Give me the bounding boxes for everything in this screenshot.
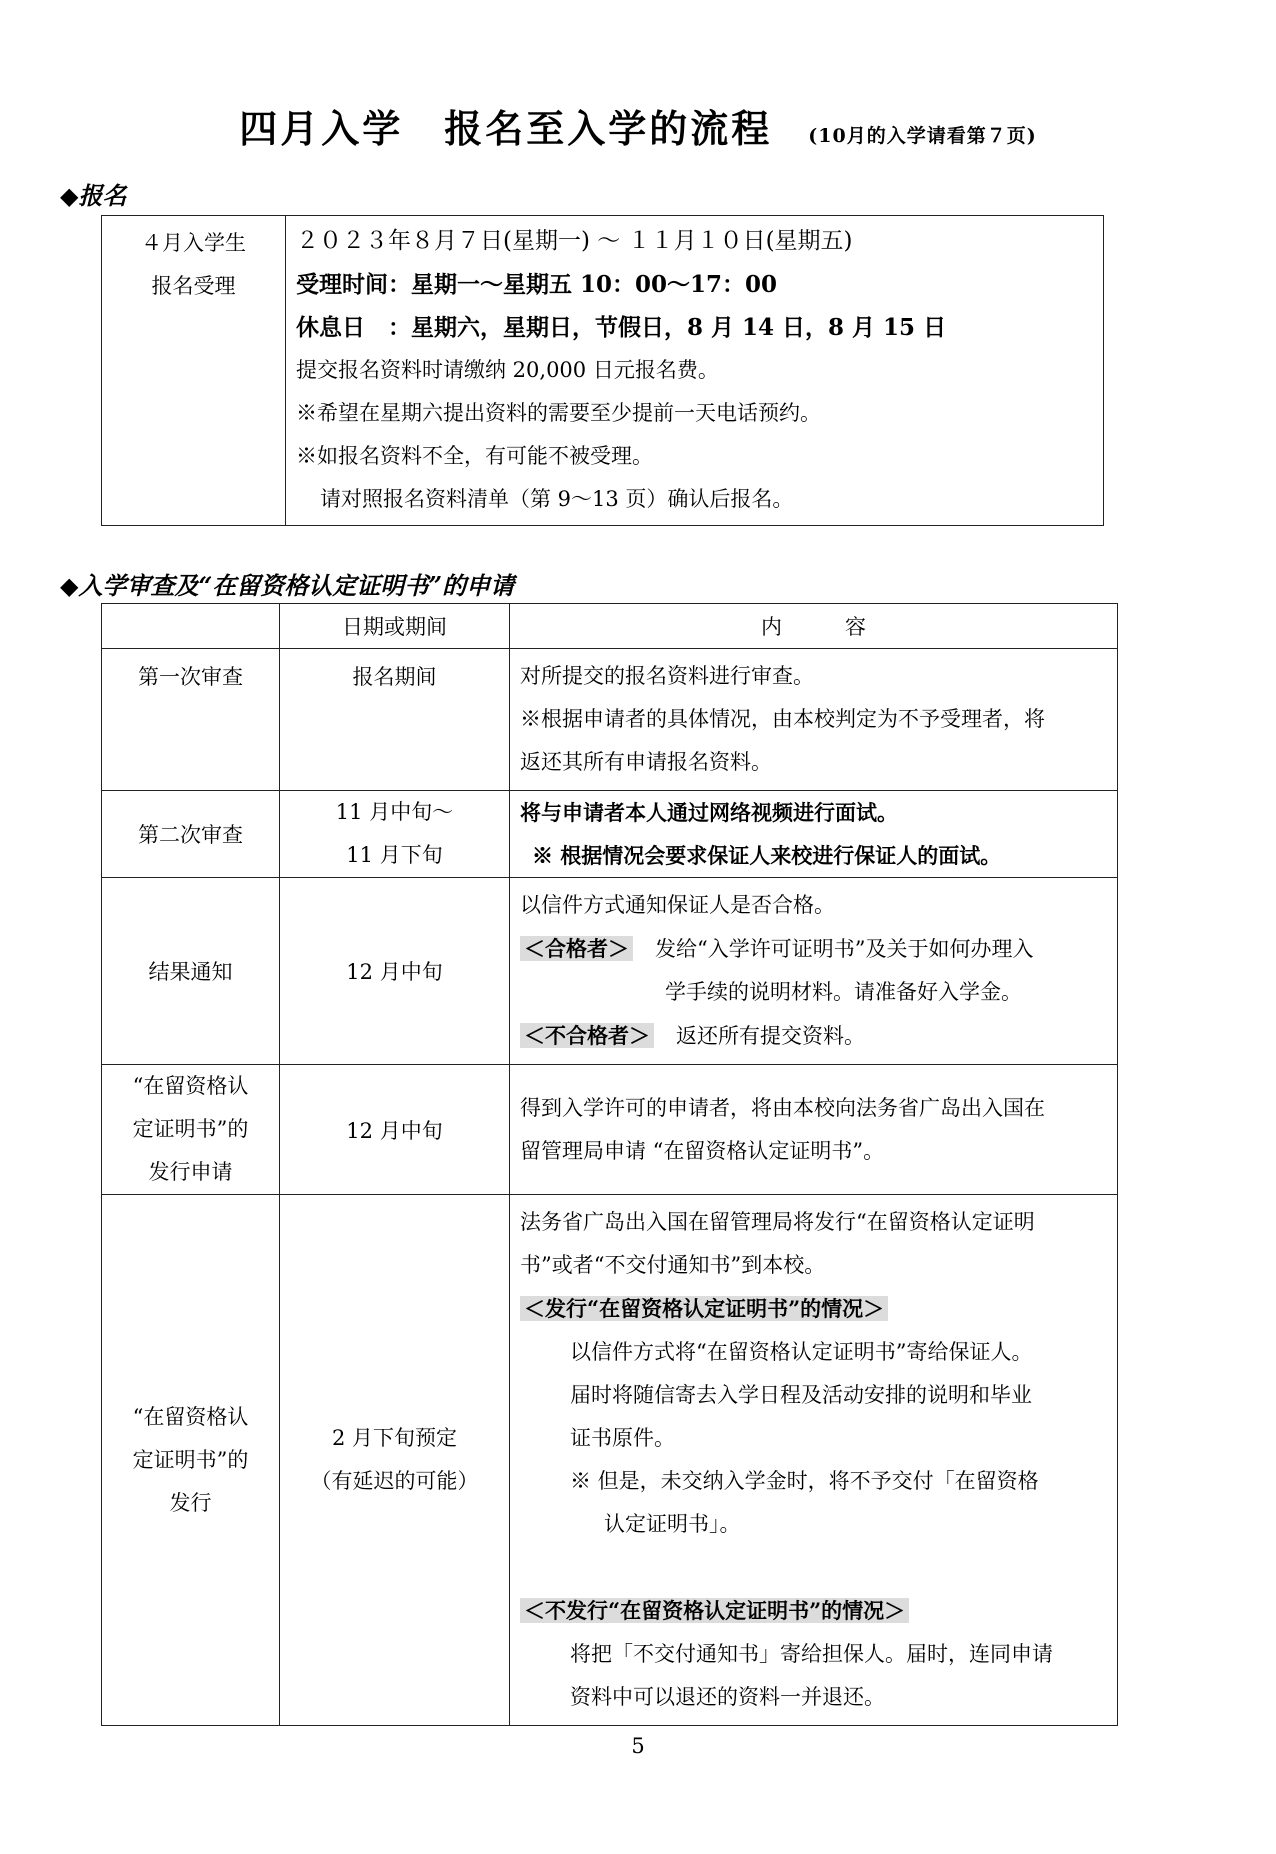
page-header — [0, 98, 1276, 153]
table-row — [102, 649, 1118, 791]
row-name: 第二次审查 — [102, 791, 280, 878]
content-line: 以信件方式通知保证人是否合格。 — [520, 893, 835, 917]
name-line: “在留资格认 — [132, 1404, 249, 1429]
registration-label — [102, 216, 286, 526]
name-line: 定证明书”的 — [132, 1117, 249, 1141]
content-line: 对所提交的报名资料进行审查。 — [520, 664, 814, 688]
section-heading-screening: ◆入学审查及“在留资格认定证明书”的申请 — [60, 571, 515, 600]
checklist-note: 请对照报名资料清单（第 9～13 页）确认后报名。 — [320, 487, 794, 511]
date-line: 2 月下旬预定 — [331, 1426, 458, 1450]
content-line: 以信件方式将“在留资格认定证明书”寄给保证人。 — [570, 1340, 1033, 1364]
application-fee: 提交报名资料时请缴纳 20,000 日元报名费。 — [296, 358, 719, 382]
content-line: 留管理局申请 “在留资格认定证明书”。 — [520, 1138, 885, 1163]
pass-text: 发给“入学许可证明书”及关于如何办理入 — [655, 937, 1034, 961]
fail-tag: ＜不合格者＞ — [520, 1023, 654, 1048]
content-line: ※ 根据情况会要求保证人来校进行保证人的面试。 — [532, 843, 1002, 868]
row-content — [510, 1195, 1118, 1726]
noissue-tag: ＜不发行“在留资格认定证明书”的情况＞ — [520, 1598, 909, 1623]
header-content: 内 容 — [510, 604, 1118, 649]
content-line: 证书原件。 — [570, 1426, 675, 1450]
name-line: 定证明书”的 — [132, 1447, 249, 1472]
title-note: (10月的入学请看第７页) — [808, 125, 1037, 147]
date-line: （有延迟的可能） — [310, 1469, 479, 1493]
fail-line — [520, 1014, 1109, 1058]
screening-table — [101, 603, 1118, 1726]
date-line: 11 月下旬 — [346, 843, 443, 867]
registration-details — [286, 216, 1104, 526]
row-date: 报名期间 — [280, 649, 510, 791]
row-date: 12 月中旬 — [280, 878, 510, 1065]
saturday-note: ※希望在星期六提出资料的需要至少提前一天电话预约。 — [296, 401, 821, 425]
registration-table — [101, 215, 1104, 526]
row-content — [510, 878, 1118, 1065]
content-line: 法务省广岛出入国在留管理局将发行“在留资格认定证明 — [520, 1210, 1035, 1234]
table-header-row — [102, 604, 1118, 649]
row-content — [510, 791, 1118, 878]
content-line: 认定证明书」。 — [604, 1512, 741, 1536]
table-row — [102, 791, 1118, 878]
pass-line — [520, 927, 1109, 971]
row-name — [102, 1195, 280, 1726]
name-line: 发行 — [169, 1490, 212, 1515]
table-row — [102, 1195, 1118, 1726]
name-line: “在留资格认 — [132, 1074, 249, 1098]
label-line: ４月入学生 — [141, 231, 246, 255]
row-content — [510, 649, 1118, 791]
page-number: 5 — [631, 1734, 645, 1758]
row-name — [102, 1065, 280, 1195]
content-line: 资料中可以退还的资料一并退还。 — [570, 1685, 885, 1709]
label-line: 报名受理 — [151, 274, 236, 298]
pass-tag: ＜合格者＞ — [520, 936, 633, 961]
registration-period: ２０２３年８月７日(星期一) ～ １１月１０日(星期五) — [296, 228, 853, 254]
page-title: 四月入学 报名至入学的流程 — [239, 106, 773, 151]
content-line: 将与申请者本人通过网络视频进行面试。 — [520, 800, 898, 825]
row-date: 12 月中旬 — [280, 1065, 510, 1195]
content-line: 将把「不交付通知书」寄给担保人。届时，连同申请 — [570, 1642, 1053, 1666]
row-name: 第一次审查 — [102, 649, 280, 791]
section-heading-registration: ◆报名 — [60, 181, 127, 210]
name-line: 发行申请 — [148, 1160, 233, 1184]
row-date — [280, 1195, 510, 1726]
row-content — [510, 1065, 1118, 1195]
row-date — [280, 791, 510, 878]
content-line: 届时将随信寄去入学日程及活动安排的说明和毕业 — [570, 1383, 1032, 1407]
table-row — [102, 1065, 1118, 1195]
content-line: 书”或者“不交付通知书”到本校。 — [520, 1253, 826, 1277]
fail-text: 返还所有提交资料。 — [676, 1024, 865, 1048]
reception-hours: 受理时间：星期一～星期五 10：00～17：00 — [296, 271, 778, 298]
header-empty — [102, 604, 280, 649]
row-name: 结果通知 — [102, 878, 280, 1065]
content-line: ※根据申请者的具体情况，由本校判定为不予受理者，将 — [520, 707, 1045, 731]
content-line: 返还其所有申请报名资料。 — [520, 750, 772, 774]
content-line: ※ 但是，未交纳入学金时，将不予交付「在留资格 — [570, 1469, 1039, 1493]
header-date: 日期或期间 — [280, 604, 510, 649]
issue-tag: ＜发行“在留资格认定证明书”的情况＞ — [520, 1296, 888, 1321]
incomplete-note: ※如报名资料不全，有可能不被受理。 — [296, 444, 653, 468]
table-row — [102, 878, 1118, 1065]
holidays: 休息日 ：星期六，星期日，节假日，8 月 14 日，8 月 15 日 — [296, 314, 947, 341]
date-line: 11 月中旬～ — [335, 800, 454, 824]
content-line: 得到入学许可的申请者，将由本校向法务省广岛出入国在 — [520, 1095, 1045, 1120]
content-line: 学手续的说明材料。请准备好入学金。 — [665, 980, 1022, 1004]
